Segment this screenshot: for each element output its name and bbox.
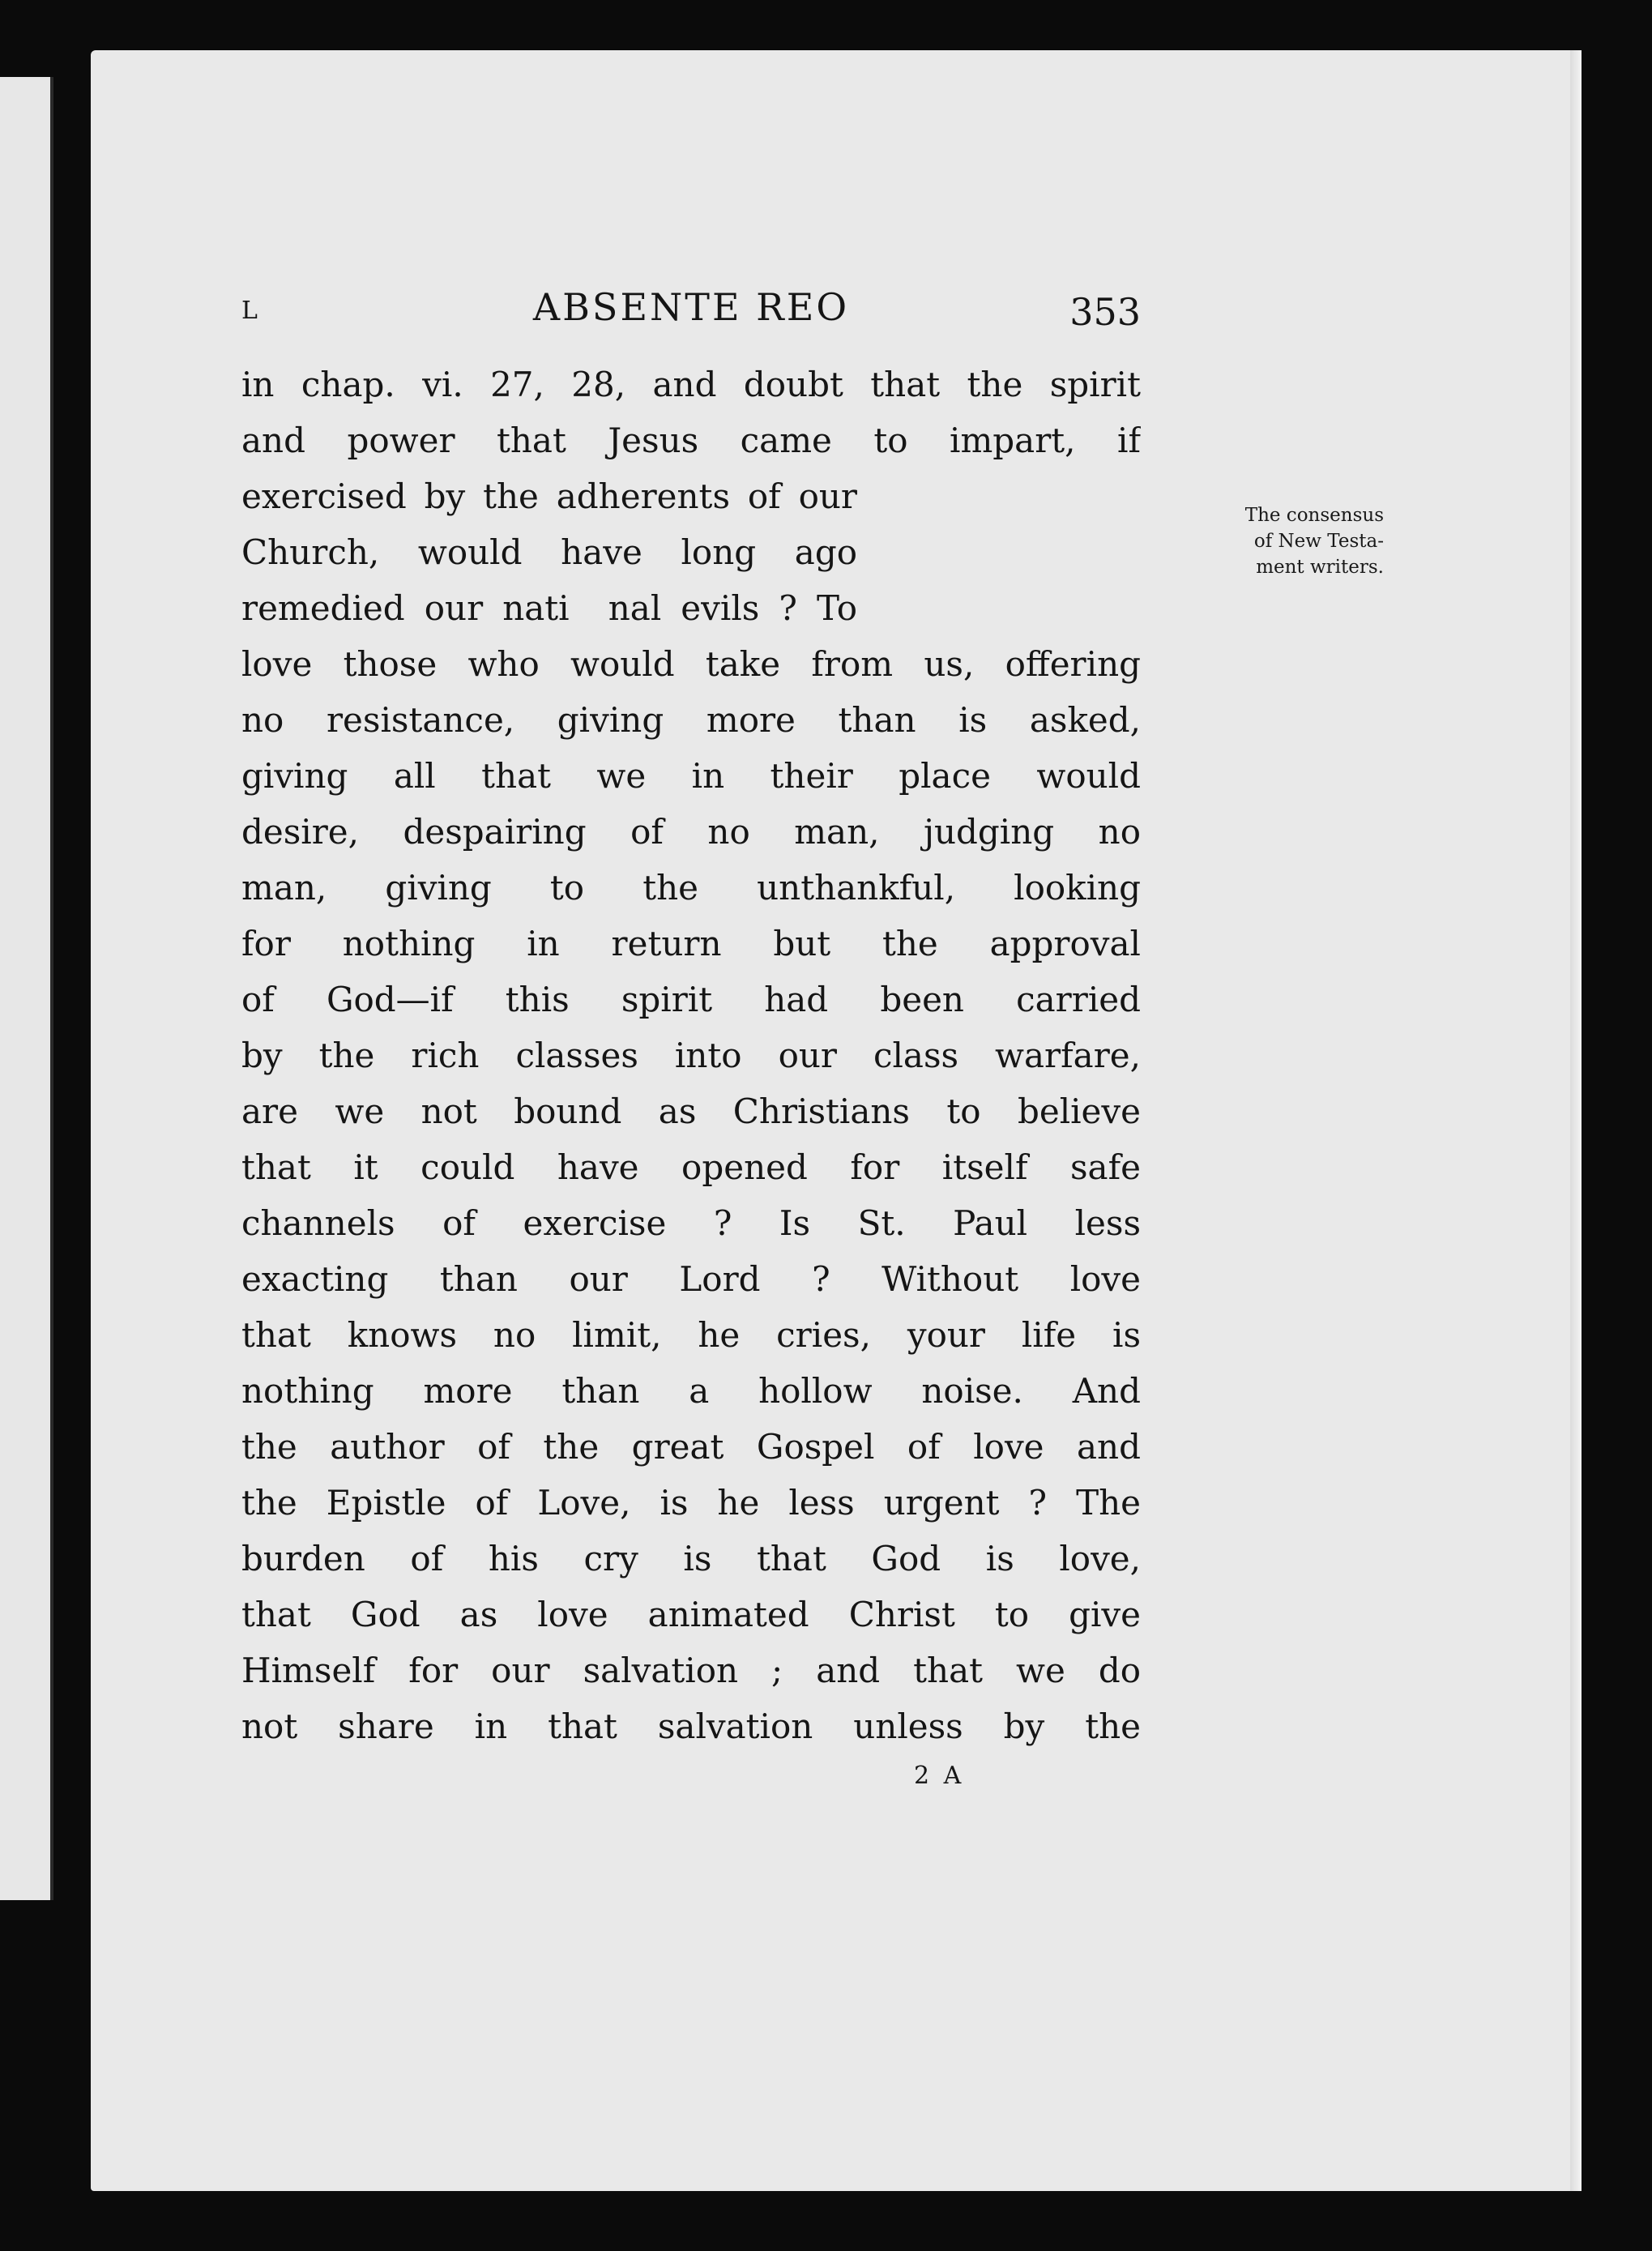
- text-line: remedied our nati nal evils ? To: [241, 588, 857, 628]
- text-line: nothing more than a hollow noise. And: [241, 1371, 1141, 1411]
- footer-signature-mark: 2 A: [914, 1762, 965, 1790]
- text-line: desire, despairing of no man, judging no: [241, 812, 1141, 852]
- sidenote-line: The consensus: [1244, 505, 1384, 526]
- text-line: that knows no limit, he cries, your life is: [241, 1315, 1141, 1355]
- page-number: 353: [1069, 290, 1141, 334]
- text-line: and power that Jesus came to impart, if: [241, 421, 1141, 460]
- text-line: love those who would take from us, offering: [241, 644, 1141, 684]
- sidenote-line: ment writers.: [1256, 557, 1384, 578]
- text-line: burden of his cry is that God is love,: [241, 1539, 1141, 1578]
- text-line: exercised by the adherents of our: [241, 476, 857, 516]
- text-line: are we not bound as Christians to believe: [241, 1091, 1141, 1131]
- text-line: the Epistle of Love, is he less urgent ? The: [241, 1483, 1141, 1523]
- text-line: of God—if this spirit had been carried: [241, 980, 1141, 1019]
- header-signature-mark: L: [241, 297, 258, 325]
- text-line: by the rich classes into our class warfare,: [241, 1036, 1141, 1075]
- sidenote-line: of New Testa-: [1253, 531, 1384, 552]
- text-line: channels of exercise ? Is St. Paul less: [241, 1203, 1141, 1243]
- margin-sidenote: [1116, 502, 1384, 580]
- text-line: Church, would have long ago: [241, 532, 857, 572]
- page-right-edge: [1570, 50, 1582, 2191]
- text-line: exacting than our Lord ? Without love: [241, 1259, 1141, 1299]
- running-header: [241, 285, 1141, 342]
- text-line: that it could have opened for itself safe: [241, 1147, 1141, 1187]
- text-line: the author of the great Gospel of love and: [241, 1427, 1141, 1467]
- body-text: [241, 357, 1384, 1754]
- facing-page-edge: [0, 77, 53, 1900]
- text-line: man, giving to the unthankful, looking: [241, 868, 1141, 908]
- text-line: that God as love animated Christ to give: [241, 1595, 1141, 1634]
- text-line: Himself for our salvation ; and that we do: [241, 1651, 1141, 1690]
- text-line: giving all that we in their place would: [241, 756, 1141, 796]
- running-title: ABSENTE REO: [532, 285, 850, 329]
- text-line: no resistance, giving more than is asked,: [241, 700, 1141, 740]
- text-line: in chap. vi. 27, 28, and doubt that the spirit: [241, 365, 1141, 404]
- text-line: not share in that salvation unless by the: [241, 1706, 1141, 1746]
- text-line: for nothing in return but the approval: [241, 924, 1141, 963]
